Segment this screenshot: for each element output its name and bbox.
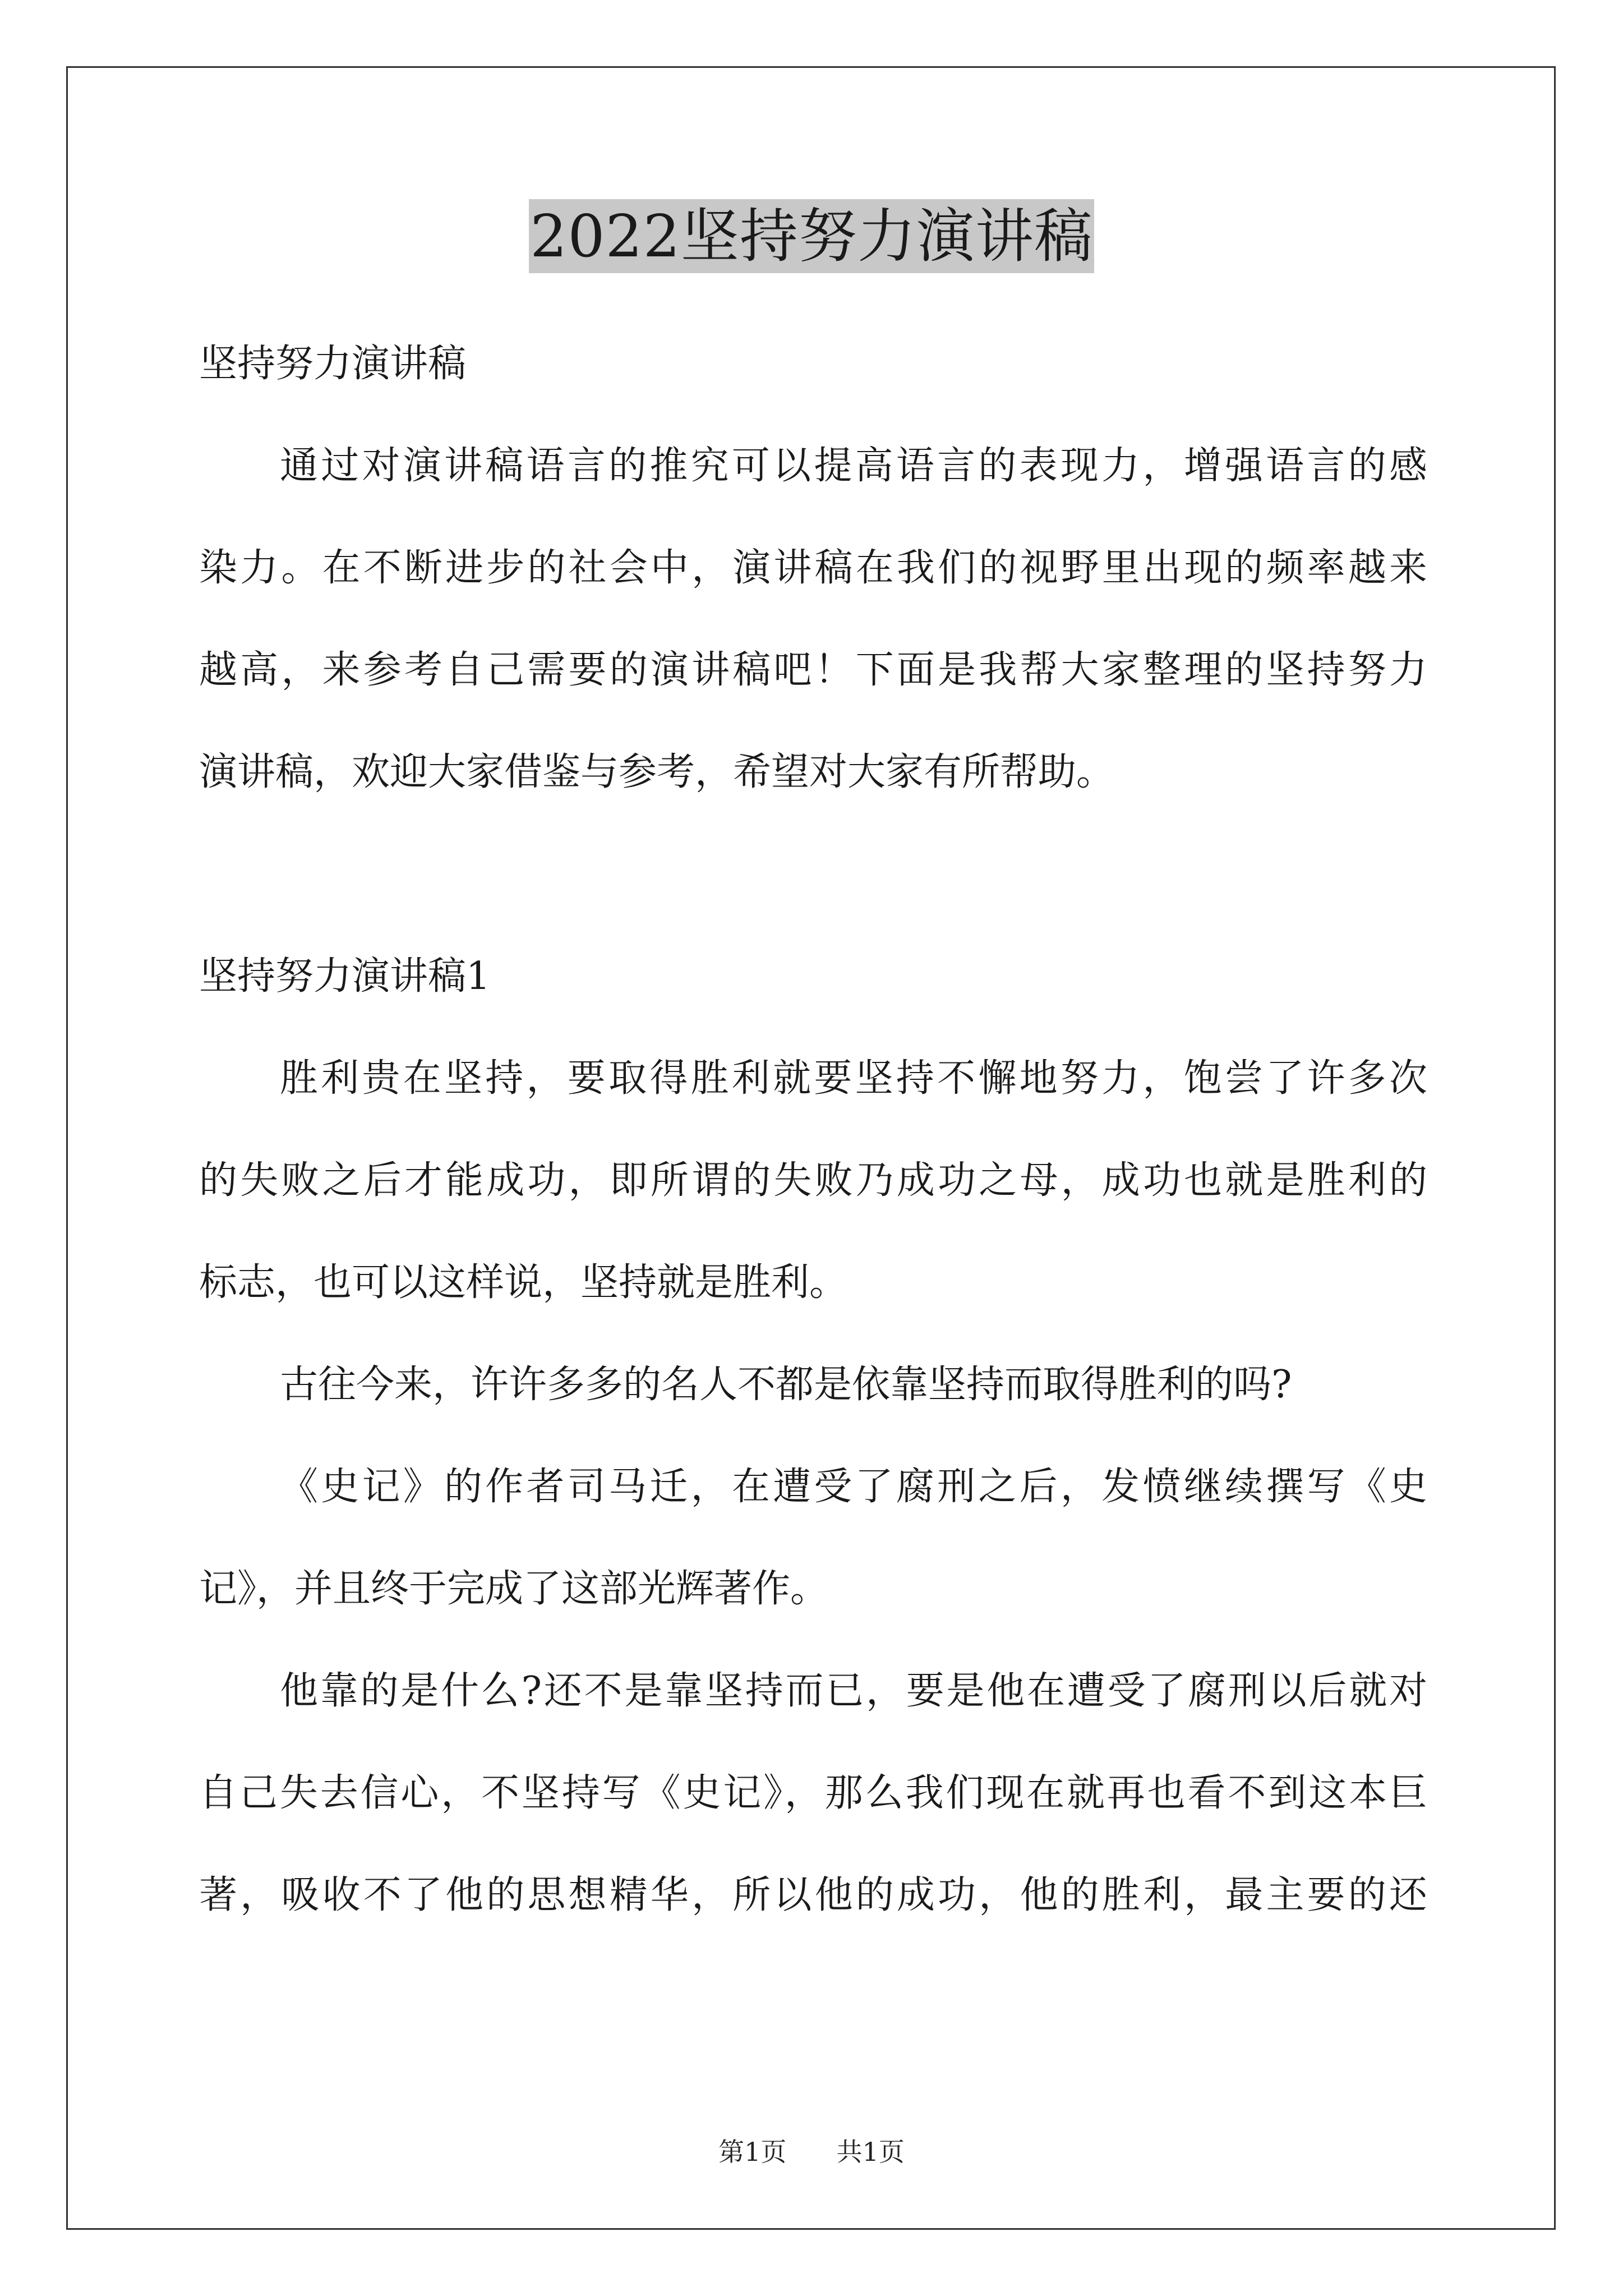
document-title: 2022坚持努力演讲稿: [529, 199, 1094, 273]
paragraph-line: 他靠的是什么?还不是靠坚持而已，要是他在遭受了腐刑以后就对: [280, 1669, 1427, 1713]
paragraph-line: 自己失去信心，不坚持写《史记》，那么我们现在就再也看不到这本巨: [199, 1771, 1427, 1815]
section-spacer: [199, 823, 1427, 926]
paragraph-line: 的失败之后才能成功，即所谓的失败乃成功之母，成功也就是胜利的: [199, 1158, 1427, 1203]
title-area: [0, 199, 1623, 273]
intro-line: 染力。在不断进步的社会中，演讲稿在我们的视野里出现的频率越来: [199, 546, 1427, 590]
paragraph-line: 标志，也可以这样说，坚持就是胜利。: [199, 1260, 848, 1305]
section1-heading: 坚持努力演讲稿1: [199, 954, 491, 999]
intro-heading: 坚持努力演讲稿: [199, 342, 467, 386]
intro-line: 演讲稿，欢迎大家借鉴与参考，希望对大家有所帮助。: [199, 750, 1115, 794]
page-number: 第1页: [718, 2137, 787, 2167]
paragraph-line: 《史记》的作者司马迁，在遭受了腐刑之后，发愤继续撰写《史: [280, 1465, 1427, 1509]
page-footer: [0, 2132, 1623, 2169]
document-body: [199, 313, 1427, 1947]
paragraph-line: 古往今来，许许多多的名人不都是依靠坚持而取得胜利的吗?: [280, 1363, 1292, 1407]
intro-line: 通过对演讲稿语言的推究可以提高语言的表现力，增强语言的感: [280, 444, 1427, 488]
paragraph-line: 记》，并且终于完成了这部光辉著作。: [199, 1567, 829, 1611]
page-total: 共1页: [836, 2137, 905, 2167]
intro-line: 越高，来参考自己需要的演讲稿吧！下面是我帮大家整理的坚持努力: [199, 648, 1427, 692]
paragraph-line: 著，吸收不了他的思想精华，所以他的成功，他的胜利，最主要的还: [199, 1873, 1427, 1917]
paragraph-line: 胜利贵在坚持，要取得胜利就要坚持不懈地努力，饱尝了许多次: [280, 1056, 1427, 1101]
